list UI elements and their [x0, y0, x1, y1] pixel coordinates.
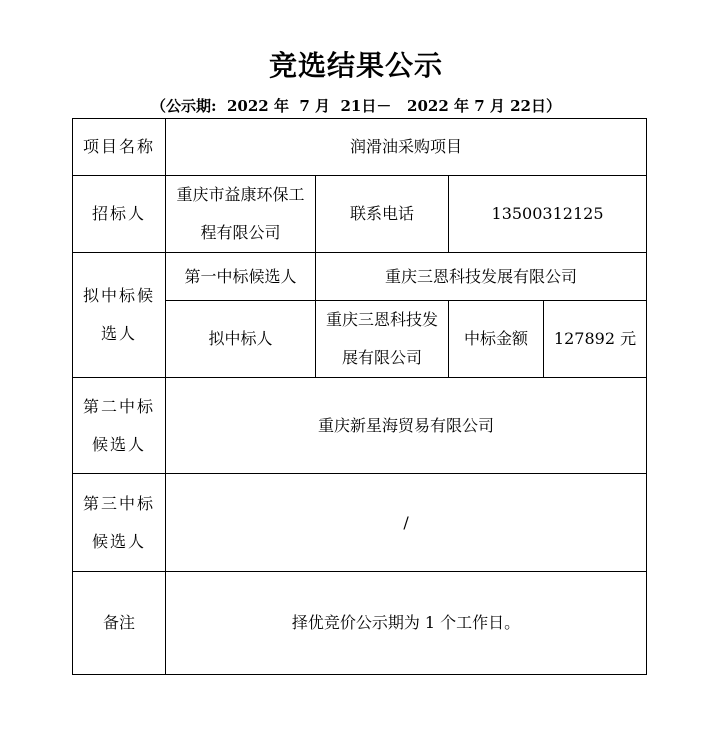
- remarks-value: 择优竞价公示期为 1 个工作日。: [166, 572, 647, 675]
- result-table: [72, 118, 647, 675]
- table-row: [73, 572, 647, 675]
- second-candidate-value: 重庆新星海贸易有限公司: [166, 378, 647, 474]
- table-row: [73, 474, 647, 572]
- table-row: [73, 119, 647, 176]
- bid-amount-label: 中标金额: [449, 301, 544, 378]
- bid-amount-value: 127892 元: [544, 301, 647, 378]
- contact-phone-value: 13500312125: [449, 176, 647, 253]
- table-row: [73, 176, 647, 253]
- proposed-winner-label: 拟中标人: [166, 301, 316, 378]
- second-candidate-label: 第二中标候选人: [73, 378, 166, 474]
- project-name-value: 润滑油采购项目: [166, 119, 647, 176]
- remarks-label: 备注: [73, 572, 166, 675]
- first-candidate-value: 重庆三恩科技发展有限公司: [316, 253, 647, 301]
- proposed-winner-value: 重庆三恩科技发展有限公司: [316, 301, 449, 378]
- announcement-period: （公示期: 2022 年 7 月 21日－ 2022 年 7 月 22日）: [151, 97, 561, 115]
- tenderer-value: 重庆市益康环保工程有限公司: [166, 176, 316, 253]
- first-candidate-label: 第一中标候选人: [166, 253, 316, 301]
- third-candidate-label: 第三中标候选人: [73, 474, 166, 572]
- contact-phone-label: 联系电话: [316, 176, 449, 253]
- proposed-candidate-label: 拟中标候选人: [73, 253, 166, 378]
- tenderer-label: 招标人: [73, 176, 166, 253]
- page-title: 竞选结果公示: [268, 49, 443, 82]
- project-name-label: 项目名称: [73, 119, 166, 176]
- table-row: [73, 253, 647, 301]
- third-candidate-value: /: [166, 474, 647, 572]
- table-row: [73, 378, 647, 474]
